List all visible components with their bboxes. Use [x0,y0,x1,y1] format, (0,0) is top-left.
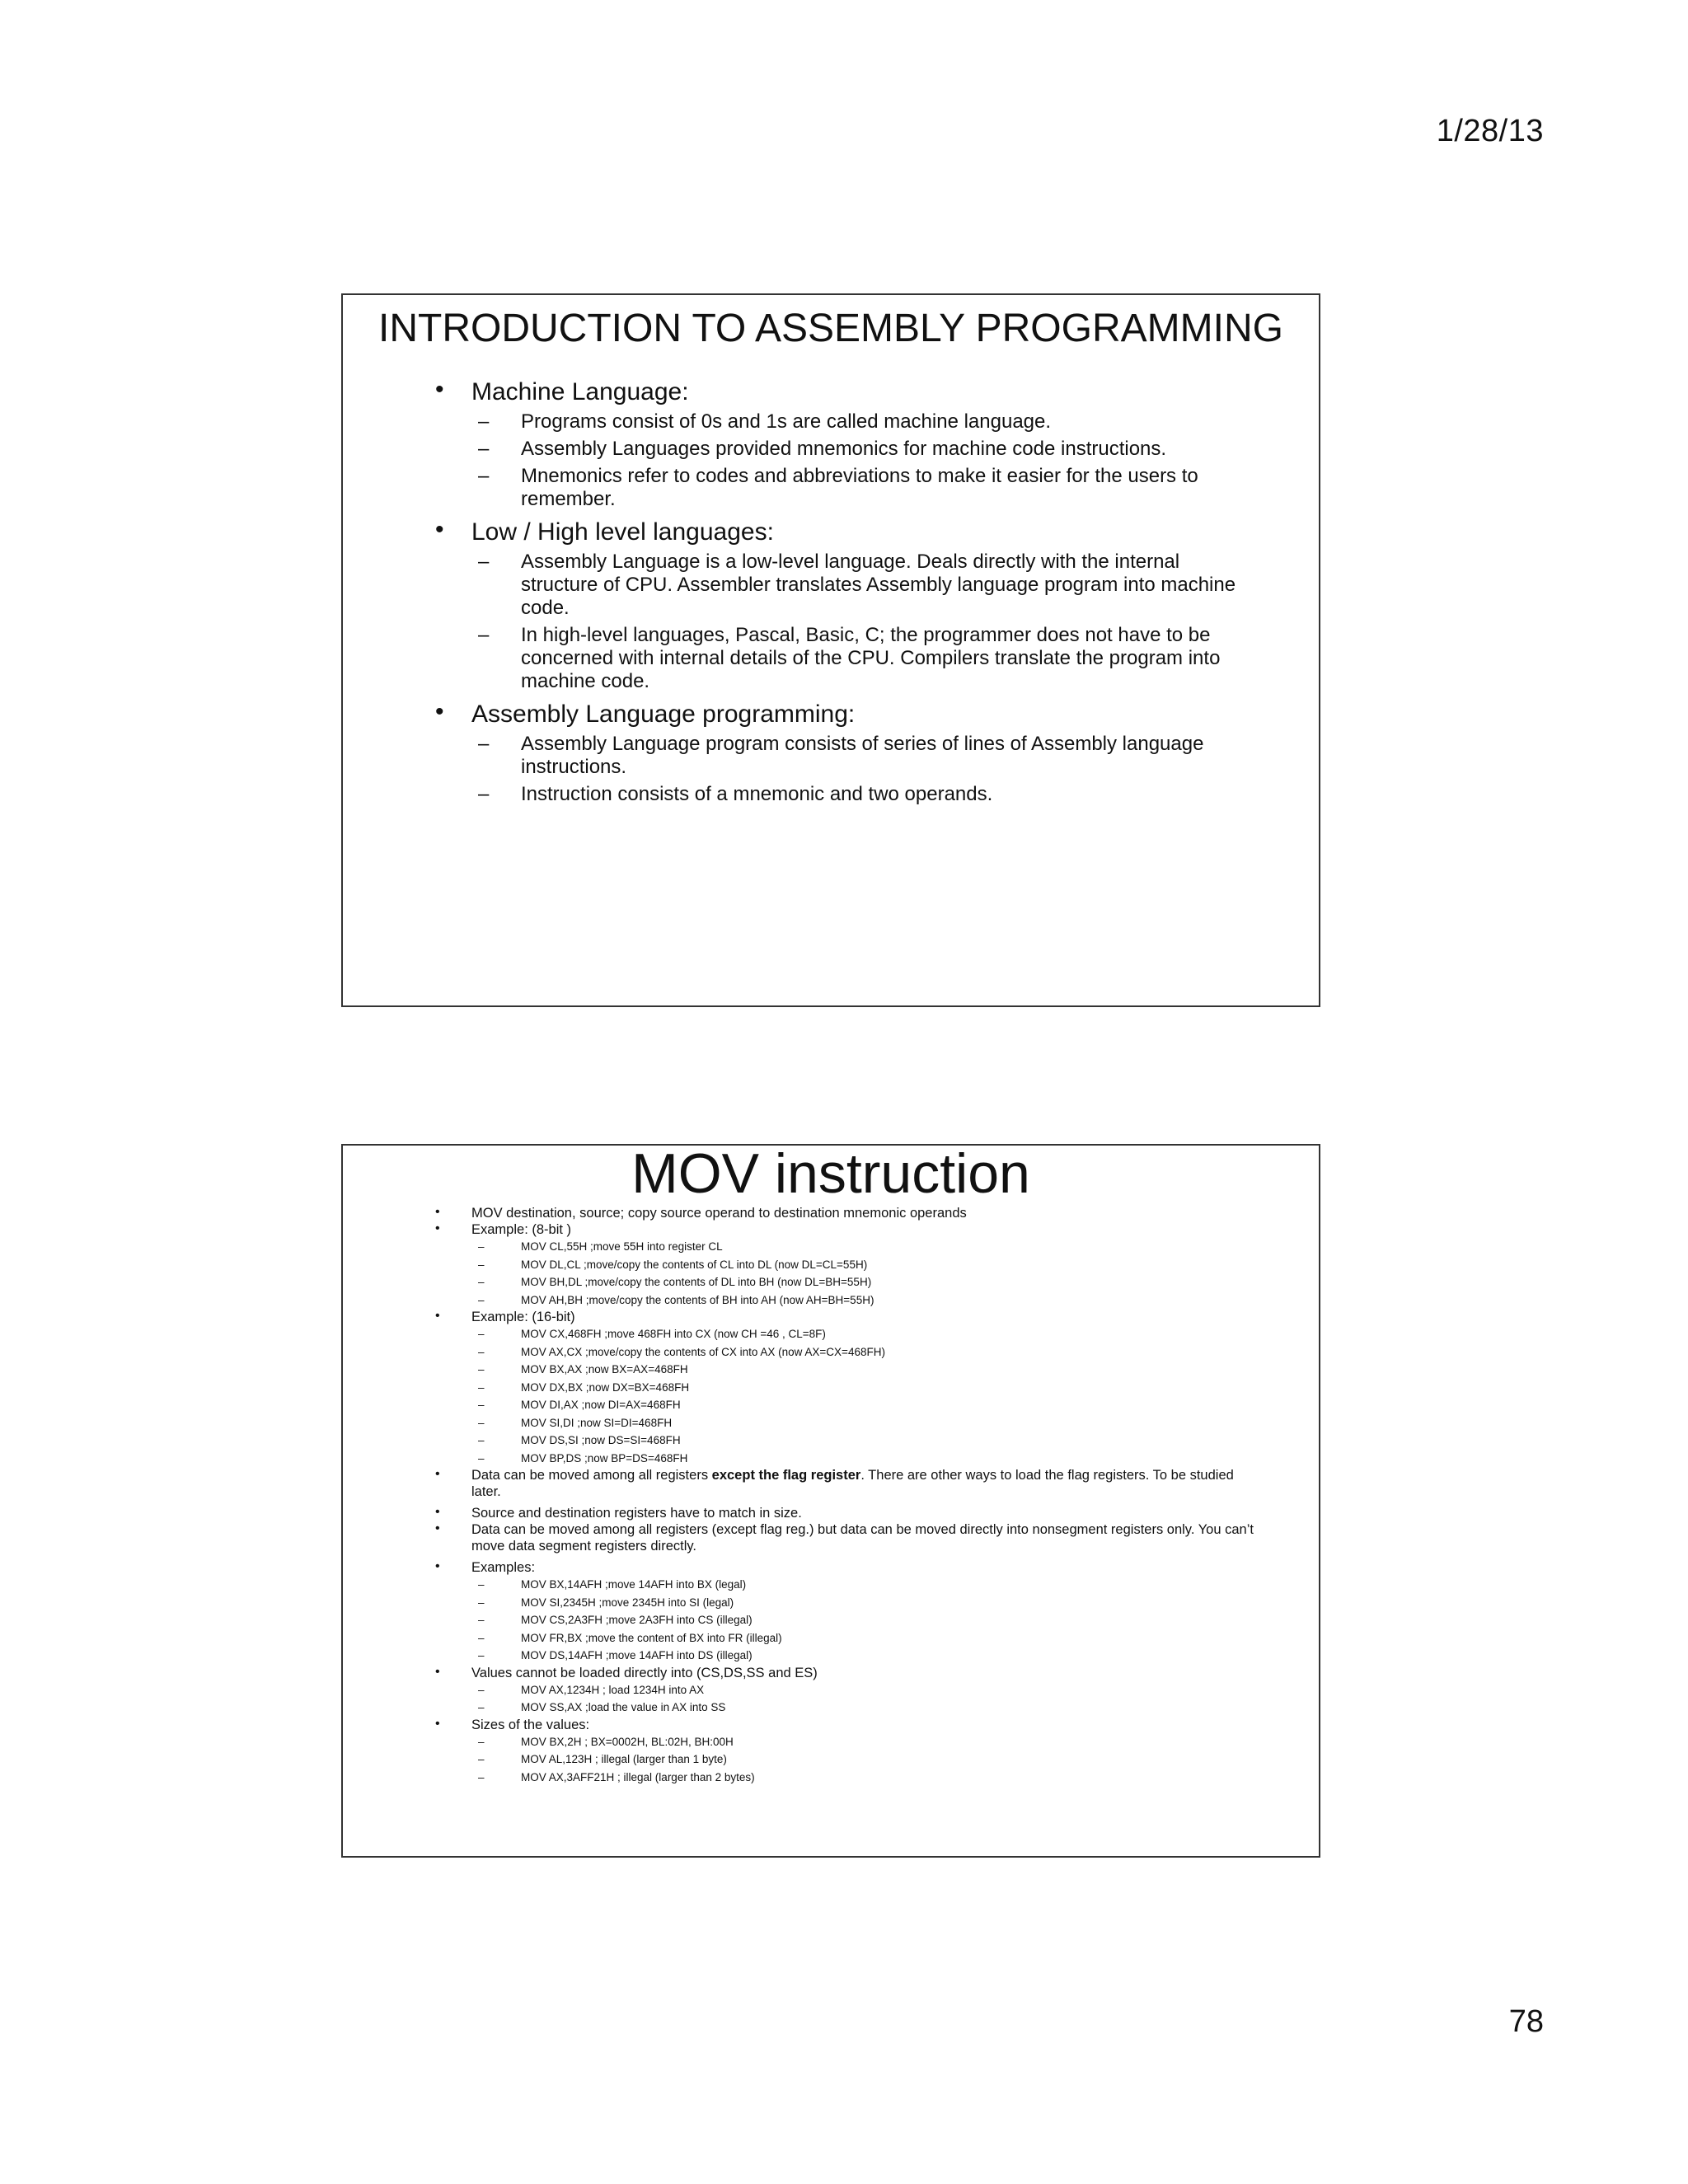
bullet-list [435,1205,1261,1786]
code-line: – MOV AL,123H ; illegal (larger than 1 byte) [478,1750,1261,1769]
dash-icon: – [478,1631,485,1644]
dash-icon: – [478,1328,485,1340]
bullet-item: • Data can be moved among all registers (except flag reg.) but data can be moved directly into nonsegment registers only. You can’t move data segment registers directly. [435,1521,1254,1554]
dash-icon: – [478,1380,485,1394]
dash-icon: – [478,733,490,756]
dash-icon: – [478,465,490,488]
code-line: – MOV BX,AX ;now BX=AX=468FH [478,1361,1261,1379]
slide-content [343,1202,1319,1786]
dash-icon: – [478,1258,485,1271]
slide-intro-assembly [341,293,1320,1007]
dash-icon: – [478,1649,485,1661]
page-date: 1/28/13 [1436,114,1544,148]
sub-item: – Assembly Language program consists of series of lines of Assembly language instructions. [478,733,1204,779]
sub-item: – Programs consist of 0s and 1s are called machine language. [478,410,1052,434]
bullet-low-high-level [435,516,1261,693]
sub-list [471,1325,1261,1467]
code-line: – MOV CX,468FH ;move 468FH into CX (now CH =46 , CL=8F) [478,1325,1261,1343]
slide-title: INTRODUCTION TO ASSEMBLY PROGRAMMING [378,307,1283,350]
dash-icon: – [478,1399,485,1411]
dash-icon: – [478,1416,485,1429]
dash-icon: – [478,1753,485,1765]
slide-title: MOV instruction [631,1144,1030,1205]
sub-item: – In high-level languages, Pascal, Basic, C; the programmer does not have to be concerned with internal details of the CPU. Compilers translate the program into machine code. [478,624,1221,693]
sub-item: – Assembly Language is a low-level language. Deals directly with the internal structure of CPU. Assembler translates Assembly language program into machine code. [478,551,1236,620]
bullet-icon: • [435,1664,440,1679]
bullet-icon: • [435,1467,440,1481]
code-line: – MOV BP,DS ;now BP=DS=468FH [478,1450,1261,1468]
bullet-icon: • [435,376,444,404]
code-line: – MOV FR,BX ;move the content of BX into FR (illegal) [478,1629,1261,1647]
emphasis-text: except the flag register [711,1468,861,1483]
dash-icon: – [478,1735,485,1748]
bullet-item: • Example: (16-bit) – MOV CX,468FH ;move 468FH into CX (now CH =46 , CL=8F) – MOV AX,CX ;move/copy the contents of CX into AX (now AX=CX=468FH) – MOV BX,AX ;now BX=AX=468FH – MOV DX,BX ;now DX=BX=468FH – MOV DI,AX ;now DI=AX=468FH – MOV SI,DI ;now SI=DI=468FH – MOV DS,SI ;now DS=SI=468FH – MOV BP,DS ;now BP=DS=468FH [435,1309,1261,1467]
code-line: – MOV BX,2H ; BX=0002H, BL:02H, BH:00H [478,1733,1261,1751]
code-line: – MOV AX,3AFF21H ; illegal (larger than 2 bytes) [478,1769,1261,1787]
bullet-item: • Values cannot be loaded directly into (CS,DS,SS and ES) – MOV AX,1234H ; load 1234H into AX – MOV SS,AX ;load the value in AX into SS [435,1665,1261,1717]
bullet-heading: Low / High level languages: [471,518,774,546]
bullet-item: • Examples: – MOV BX,14AFH ;move 14AFH into BX (legal) – MOV SI,2345H ;move 2345H into SI (legal) – MOV CS,2A3FH ;move 2A3FH into CS (illegal) – MOV FR,BX ;move the content of BX into FR (illegal) – MOV DS,14AFH ;move 14AFH into DS (illegal) [435,1559,1261,1665]
bullet-list [435,376,1261,806]
slide-mov-instruction [341,1144,1320,1858]
bullet-heading: Assembly Language programming: [471,701,856,729]
bullet-icon: • [435,1205,440,1219]
code-line: – MOV AX,CX ;move/copy the contents of CX into AX (now AX=CX=468FH) [478,1343,1261,1361]
sub-list [471,1733,1261,1787]
bullet-icon: • [435,516,444,544]
code-line: – MOV DS,SI ;now DS=SI=468FH [478,1432,1261,1450]
dash-icon: – [478,438,490,461]
code-line: – MOV BX,14AFH ;move 14AFH into BX (legal) [478,1576,1261,1594]
bullet-item: • Sizes of the values: – MOV BX,2H ; BX=0002H, BL:02H, BH:00H – MOV AL,123H ; illegal (larger than 1 byte) – MOV AX,3AFF21H ; illegal (larger than 2 bytes) [435,1717,1261,1787]
bullet-item: • Source and destination registers have to match in size. [435,1505,802,1521]
bullet-icon: • [435,1221,440,1235]
code-line: – MOV CS,2A3FH ;move 2A3FH into CS (illegal) [478,1611,1261,1629]
sub-list [471,733,1261,806]
sub-item: – Mnemonics refer to codes and abbreviations to make it easier for the users to remember. [478,465,1198,511]
dash-icon: – [478,410,490,434]
bullet-heading: Machine Language: [471,378,689,406]
code-line: – MOV BH,DL ;move/copy the contents of DL into BH (now DL=BH=55H) [478,1273,1261,1291]
code-line: – MOV DL,CL ;move/copy the contents of CL into DL (now DL=CL=55H) [478,1256,1261,1274]
code-line: – MOV SI,DI ;now SI=DI=468FH [478,1414,1261,1432]
dash-icon: – [478,1451,485,1465]
code-line: – MOV CL,55H ;move 55H into register CL [478,1238,1261,1256]
code-line: – MOV SI,2345H ;move 2345H into SI (legal) [478,1594,1261,1612]
sub-list [471,1681,1261,1717]
sub-list [471,410,1261,511]
code-line: – MOV SS,AX ;load the value in AX into SS [478,1699,1261,1717]
code-line: – MOV DS,14AFH ;move 14AFH into DS (illegal) [478,1647,1261,1665]
page-number: 78 [1508,2004,1544,2039]
slide-content [343,354,1319,806]
bullet-item: • MOV destination, source; copy source operand to destination mnemonic operands [435,1205,967,1221]
dash-icon: – [478,1614,485,1626]
dash-icon: – [478,1345,485,1358]
bullet-icon: • [435,1716,440,1731]
code-line: – MOV DI,AX ;now DI=AX=468FH [478,1396,1261,1414]
bullet-item: • Data can be moved among all registers except the flag register. There are other ways to load the flag registers. To be studied later. [435,1467,1234,1499]
dash-icon: – [478,1701,485,1713]
dash-icon: – [478,1434,485,1446]
dash-icon: – [478,1683,485,1696]
sub-list [471,1238,1261,1309]
bullet-icon: • [435,1521,440,1535]
bullet-item: • Example: (8-bit ) – MOV CL,55H ;move 55H into register CL – MOV DL,CL ;move/copy the contents of CL into DL (now DL=CL=55H) – MOV BH,DL ;move/copy the contents of DL into BH (now DL=BH=55H) – MOV AH,BH ;move/copy the contents of BH into AH (now AH=BH=55H) [435,1221,1261,1309]
bullet-icon: • [435,1559,440,1573]
dash-icon: – [478,1596,485,1609]
bullet-assembly-programming [435,698,1261,806]
sub-list [471,551,1261,693]
dash-icon: – [478,1293,485,1306]
sub-item: – Assembly Languages provided mnemonics for machine code instructions. [478,438,1167,461]
dash-icon: – [478,783,490,806]
bullet-icon: • [435,1309,440,1323]
code-line: – MOV DX,BX ;now DX=BX=468FH [478,1379,1261,1397]
dash-icon: – [478,1363,485,1376]
dash-icon: – [478,1276,485,1288]
bullet-machine-language [435,376,1261,511]
bullet-icon: • [435,698,444,726]
bullet-icon: • [435,1505,440,1519]
sub-list [471,1576,1261,1665]
code-line: – MOV AX,1234H ; load 1234H into AX [478,1681,1261,1699]
sub-item: – Instruction consists of a mnemonic and two operands. [478,783,993,806]
dash-icon: – [478,1578,485,1591]
dash-icon: – [478,551,490,574]
dash-icon: – [478,1770,485,1783]
dash-icon: – [478,1240,485,1253]
dash-icon: – [478,624,490,647]
code-line: – MOV AH,BH ;move/copy the contents of BH into AH (now AH=BH=55H) [478,1291,1261,1310]
